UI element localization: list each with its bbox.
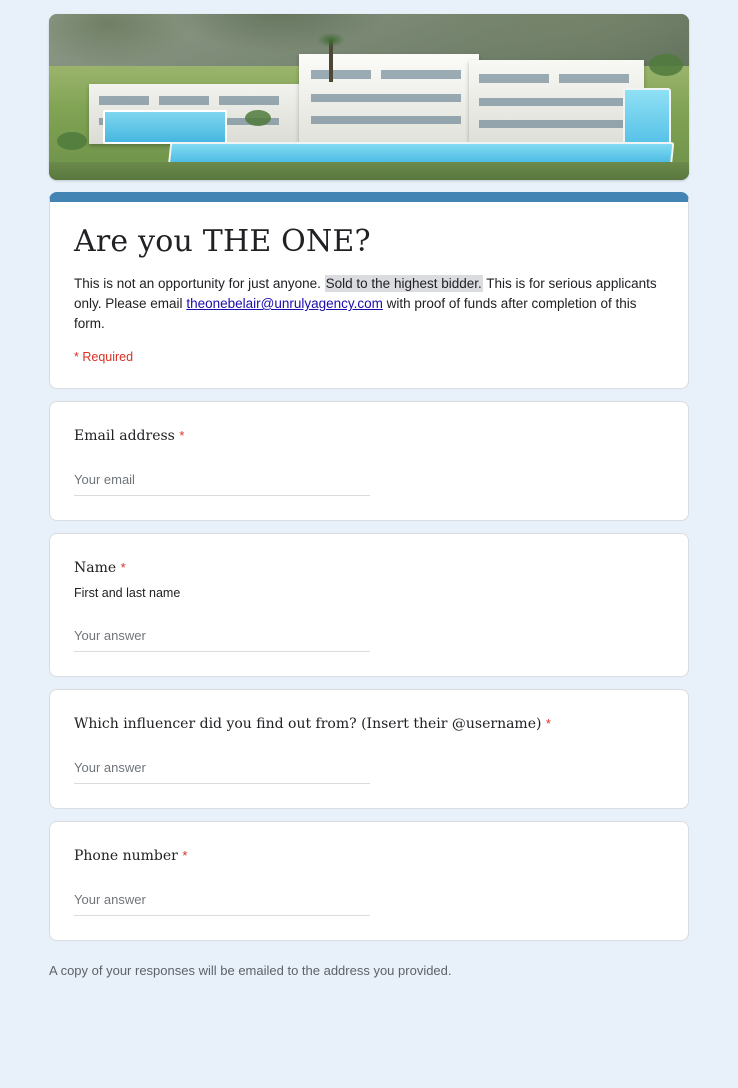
- banner-shrub: [649, 54, 683, 76]
- header-banner-image: [49, 14, 689, 180]
- banner-building-right: [469, 60, 644, 146]
- banner-pool-main: [103, 110, 227, 144]
- question-label-name: [74, 558, 664, 578]
- phone-field[interactable]: [74, 892, 370, 916]
- contact-email-link[interactable]: theonebelair@unrulyagency.com: [186, 296, 383, 311]
- banner-shrub: [245, 110, 271, 126]
- question-help-name: First and last name: [74, 586, 181, 600]
- question-card-email: [49, 401, 689, 521]
- form-description: [74, 274, 664, 334]
- description-text-middle: This is for serious applicants only. Please email: [74, 276, 657, 311]
- question-card-name: [49, 533, 689, 677]
- response-copy-note: A copy of your responses will be emailed to the address you provided.: [49, 963, 452, 978]
- question-card-influencer: [49, 689, 689, 809]
- question-label-email: [74, 426, 664, 446]
- banner-palm-tree: [329, 40, 333, 82]
- banner-shrub: [57, 132, 87, 150]
- banner-building-center: [299, 54, 479, 144]
- question-label-name-text: Name: [74, 560, 117, 576]
- question-label-influencer-text: Which influencer did you find out from? (Insert their @username): [74, 716, 542, 732]
- required-asterisk: *: [179, 428, 185, 443]
- description-highlight: Sold to the highest bidder.: [325, 276, 482, 291]
- page-title: Are you THE ONE?: [74, 224, 371, 259]
- form-container: [49, 14, 689, 941]
- required-asterisk: *: [182, 848, 188, 863]
- required-asterisk: *: [545, 716, 551, 731]
- email-field[interactable]: [74, 472, 370, 496]
- required-asterisk: *: [120, 560, 126, 575]
- required-note: * Required: [74, 350, 134, 364]
- question-label-phone-text: Phone number: [74, 848, 178, 864]
- question-label-phone: [74, 846, 664, 866]
- banner-foreground-road: [49, 162, 689, 180]
- form-title-card: [49, 192, 689, 389]
- question-card-phone: [49, 821, 689, 941]
- name-field[interactable]: [74, 628, 370, 652]
- influencer-field[interactable]: [74, 760, 370, 784]
- question-label-influencer: [74, 714, 664, 734]
- question-label-email-text: Email address: [74, 428, 175, 444]
- description-text-before: This is not an opportunity for just anyone.: [74, 276, 325, 291]
- description-text-after: with proof of funds after completion of this form.: [74, 296, 637, 331]
